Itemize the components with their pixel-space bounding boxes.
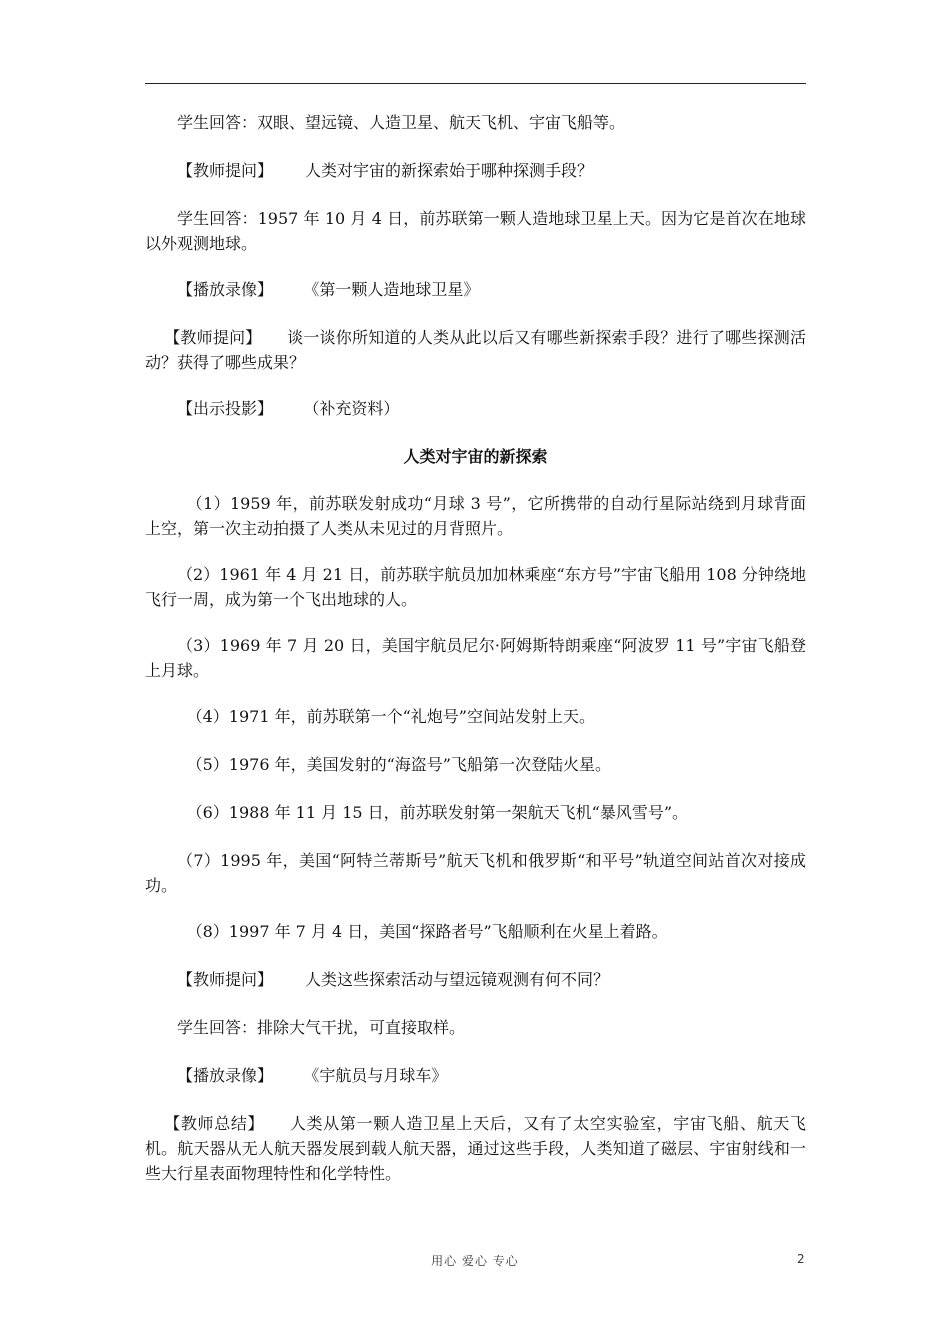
footer-motto: 用心 爱心 专心 (431, 1254, 519, 1268)
paragraph-text: 人类这些探索活动与望远镜观测有何不同？ (305, 970, 610, 989)
teacher-question-3 (145, 967, 806, 992)
paragraph-text: （补充资料） (311, 399, 400, 418)
student-answer-1 (145, 110, 806, 135)
paragraph-text: 人类对宇宙的新探索始于哪种探测手段？ (305, 161, 594, 180)
student-answer-2 (145, 206, 806, 256)
teacher-summary (145, 1111, 806, 1186)
section-label: 【教师提问】 (177, 970, 274, 989)
paragraph-text: 学生回答：双眼、望远镜、人造卫星、航天飞机、宇宙飞船等。 (177, 113, 626, 132)
section-label: 【教师提问】 (164, 328, 262, 347)
page-footer (0, 1252, 950, 1272)
paragraph-text: 学生回答：排除大气干扰，可直接取样。 (177, 1018, 466, 1037)
list-item: （7）1995 年，美国“阿特兰蒂斯号”航天飞机和俄罗斯“和平号”轨道空间站首次对接成功。 (145, 851, 806, 895)
list-item: （8）1997 年 7 月 4 日，美国“探路者号”飞船顺利在火星上着路。 (186, 922, 668, 941)
list-item: （5）1976 年，美国发射的“海盗号”飞船第一次登陆火星。 (186, 755, 611, 774)
list-item: （3）1969 年 7 月 20 日，美国宇航员尼尔·阿姆斯特朗乘座“阿波罗 11 号”宇宙飞船登上月球。 (145, 636, 806, 680)
paragraph-text: 谈一谈你所知道的人类从此以后又有哪些新探索手段？进行了哪些探测活动？获得了哪些成果？ (145, 328, 806, 372)
paragraph-text: 人类从第一颗人造卫星上天后，又有了太空实验室，宇宙飞船、航天飞机。航天器从无人航天器发展到载人航天器，通过这些手段，人类知道了磁层、宇宙射线和一些大行星表面物理特性和化学特性。 (145, 1114, 806, 1183)
paragraph-text: 《宇航员与月球车》 (311, 1066, 448, 1085)
section-label: 【播放录像】 (177, 1066, 274, 1085)
list-item: （2）1961 年 4 月 21 日，前苏联宇航员加加林乘座“东方号”宇宙飞船用 108 分钟绕地飞行一周，成为第一个飞出地球的人。 (145, 565, 806, 609)
paragraph-text: 学生回答：1957 年 10 月 4 日，前苏联第一颗人造地球卫星上天。因为它是首次在地球以外观测地球。 (145, 209, 806, 253)
section-label: 【教师总结】 (164, 1114, 265, 1133)
list-item: （4）1971 年，前苏联第一个“礼炮号”空间站发射上天。 (186, 707, 595, 726)
student-answer-3 (145, 1015, 806, 1040)
document-body (145, 110, 806, 1209)
paragraph-text: 《第一颗人造地球卫星》 (311, 280, 480, 299)
play-video-1 (145, 277, 806, 302)
list-item: （1）1959 年，前苏联发射成功“月球 3 号”，它所携带的自动行星际站绕到月球背面上空，第一次主动拍摄了人类从未见过的月背照片。 (145, 494, 806, 538)
header-rule (145, 83, 806, 84)
teacher-question-1 (145, 158, 806, 183)
list-item: （6）1988 年 11 月 15 日，前苏联发射第一架航天飞机“暴风雪号”。 (186, 803, 689, 822)
play-video-2 (145, 1063, 806, 1088)
section-label: 【出示投影】 (177, 399, 274, 418)
page-number: 2 (797, 1252, 805, 1266)
teacher-question-2 (145, 325, 806, 375)
section-heading: 人类对宇宙的新探索 (403, 447, 548, 466)
section-label: 【教师提问】 (177, 161, 274, 180)
section-label: 【播放录像】 (177, 280, 274, 299)
show-projection (145, 396, 806, 421)
